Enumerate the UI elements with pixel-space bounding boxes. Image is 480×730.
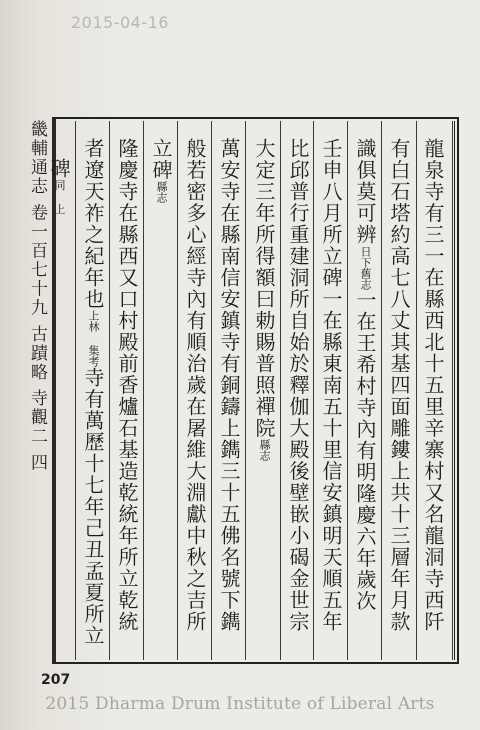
column-text: 一在王希村寺內有明隆慶六年歲次 xyxy=(353,289,377,612)
column-text: 碑 xyxy=(47,158,71,180)
annotation-note: 同 上 xyxy=(53,179,66,215)
column-rule xyxy=(245,121,246,660)
column-text: 萬安寺在縣南信安鎮寺有銅鑄上鐫三十五佛名號下鐫 xyxy=(217,138,241,633)
column-rule xyxy=(109,121,110,660)
column-text: 有白石塔約高七八丈其基四面雕鏤上共十三層年月款 xyxy=(387,138,411,633)
column-text: 龍泉寺有三一在縣西北十五里辛寨村又名龍洞寺西阡 xyxy=(421,138,445,633)
date-stamp: 2015-04-16 xyxy=(71,13,169,32)
text-column xyxy=(420,138,446,660)
column-text: 者遼天祚之紀年也 xyxy=(81,138,105,310)
column-rule xyxy=(143,121,144,660)
annotation-note: 日下舊志 xyxy=(359,245,372,290)
column-text: 隆慶寺在縣西又口村殿前香爐石基造乾統年所立乾統 xyxy=(115,138,139,633)
column-rule xyxy=(211,121,212,660)
annotation-note: 縣志 xyxy=(155,181,168,203)
column-rule xyxy=(347,121,348,660)
column-text: 大定三年所得額曰勅賜普照禪院 xyxy=(252,138,276,439)
column-rule xyxy=(177,121,178,660)
column-text: 立碑 xyxy=(149,138,173,181)
text-column xyxy=(251,138,277,660)
spine-title: 畿輔通志 卷一百七十九 古蹟略 寺觀二 四 xyxy=(27,120,47,473)
text-column xyxy=(148,138,174,660)
text-column xyxy=(46,158,72,680)
text-column xyxy=(114,138,140,660)
text-column xyxy=(80,138,106,660)
column-rule xyxy=(381,121,382,660)
column-rule xyxy=(280,121,281,660)
text-column xyxy=(216,138,242,660)
column-rule xyxy=(75,121,76,660)
text-column xyxy=(285,138,311,660)
column-text: 比邱普行重建洞所自始於釋伽大殿後壁嵌小碣金世宗 xyxy=(286,138,310,633)
column-text: 般若密多心經寺內有順治歲在屠維大淵獻中秋之吉所 xyxy=(183,138,207,633)
column-rule xyxy=(416,121,417,660)
column-rule xyxy=(452,121,453,660)
page-number: 207 xyxy=(41,672,71,688)
column-rule xyxy=(313,121,314,660)
text-column xyxy=(352,138,378,660)
text-column xyxy=(182,138,208,660)
text-column xyxy=(386,138,412,660)
column-text: 識俱莫可辨 xyxy=(353,138,377,246)
column-text: 寺有萬歷十七年己丑孟夏所立 xyxy=(81,367,105,647)
column-text: 壬申八月所立碑一在縣東南五十里信安鎮明天順五年 xyxy=(319,138,343,633)
annotation-note: 上林 集考 xyxy=(87,310,100,367)
copyright-footer: 2015 Dharma Drum Institute of Liberal Arts xyxy=(45,694,435,714)
text-column xyxy=(318,138,344,660)
annotation-note: 縣志 xyxy=(258,439,271,461)
